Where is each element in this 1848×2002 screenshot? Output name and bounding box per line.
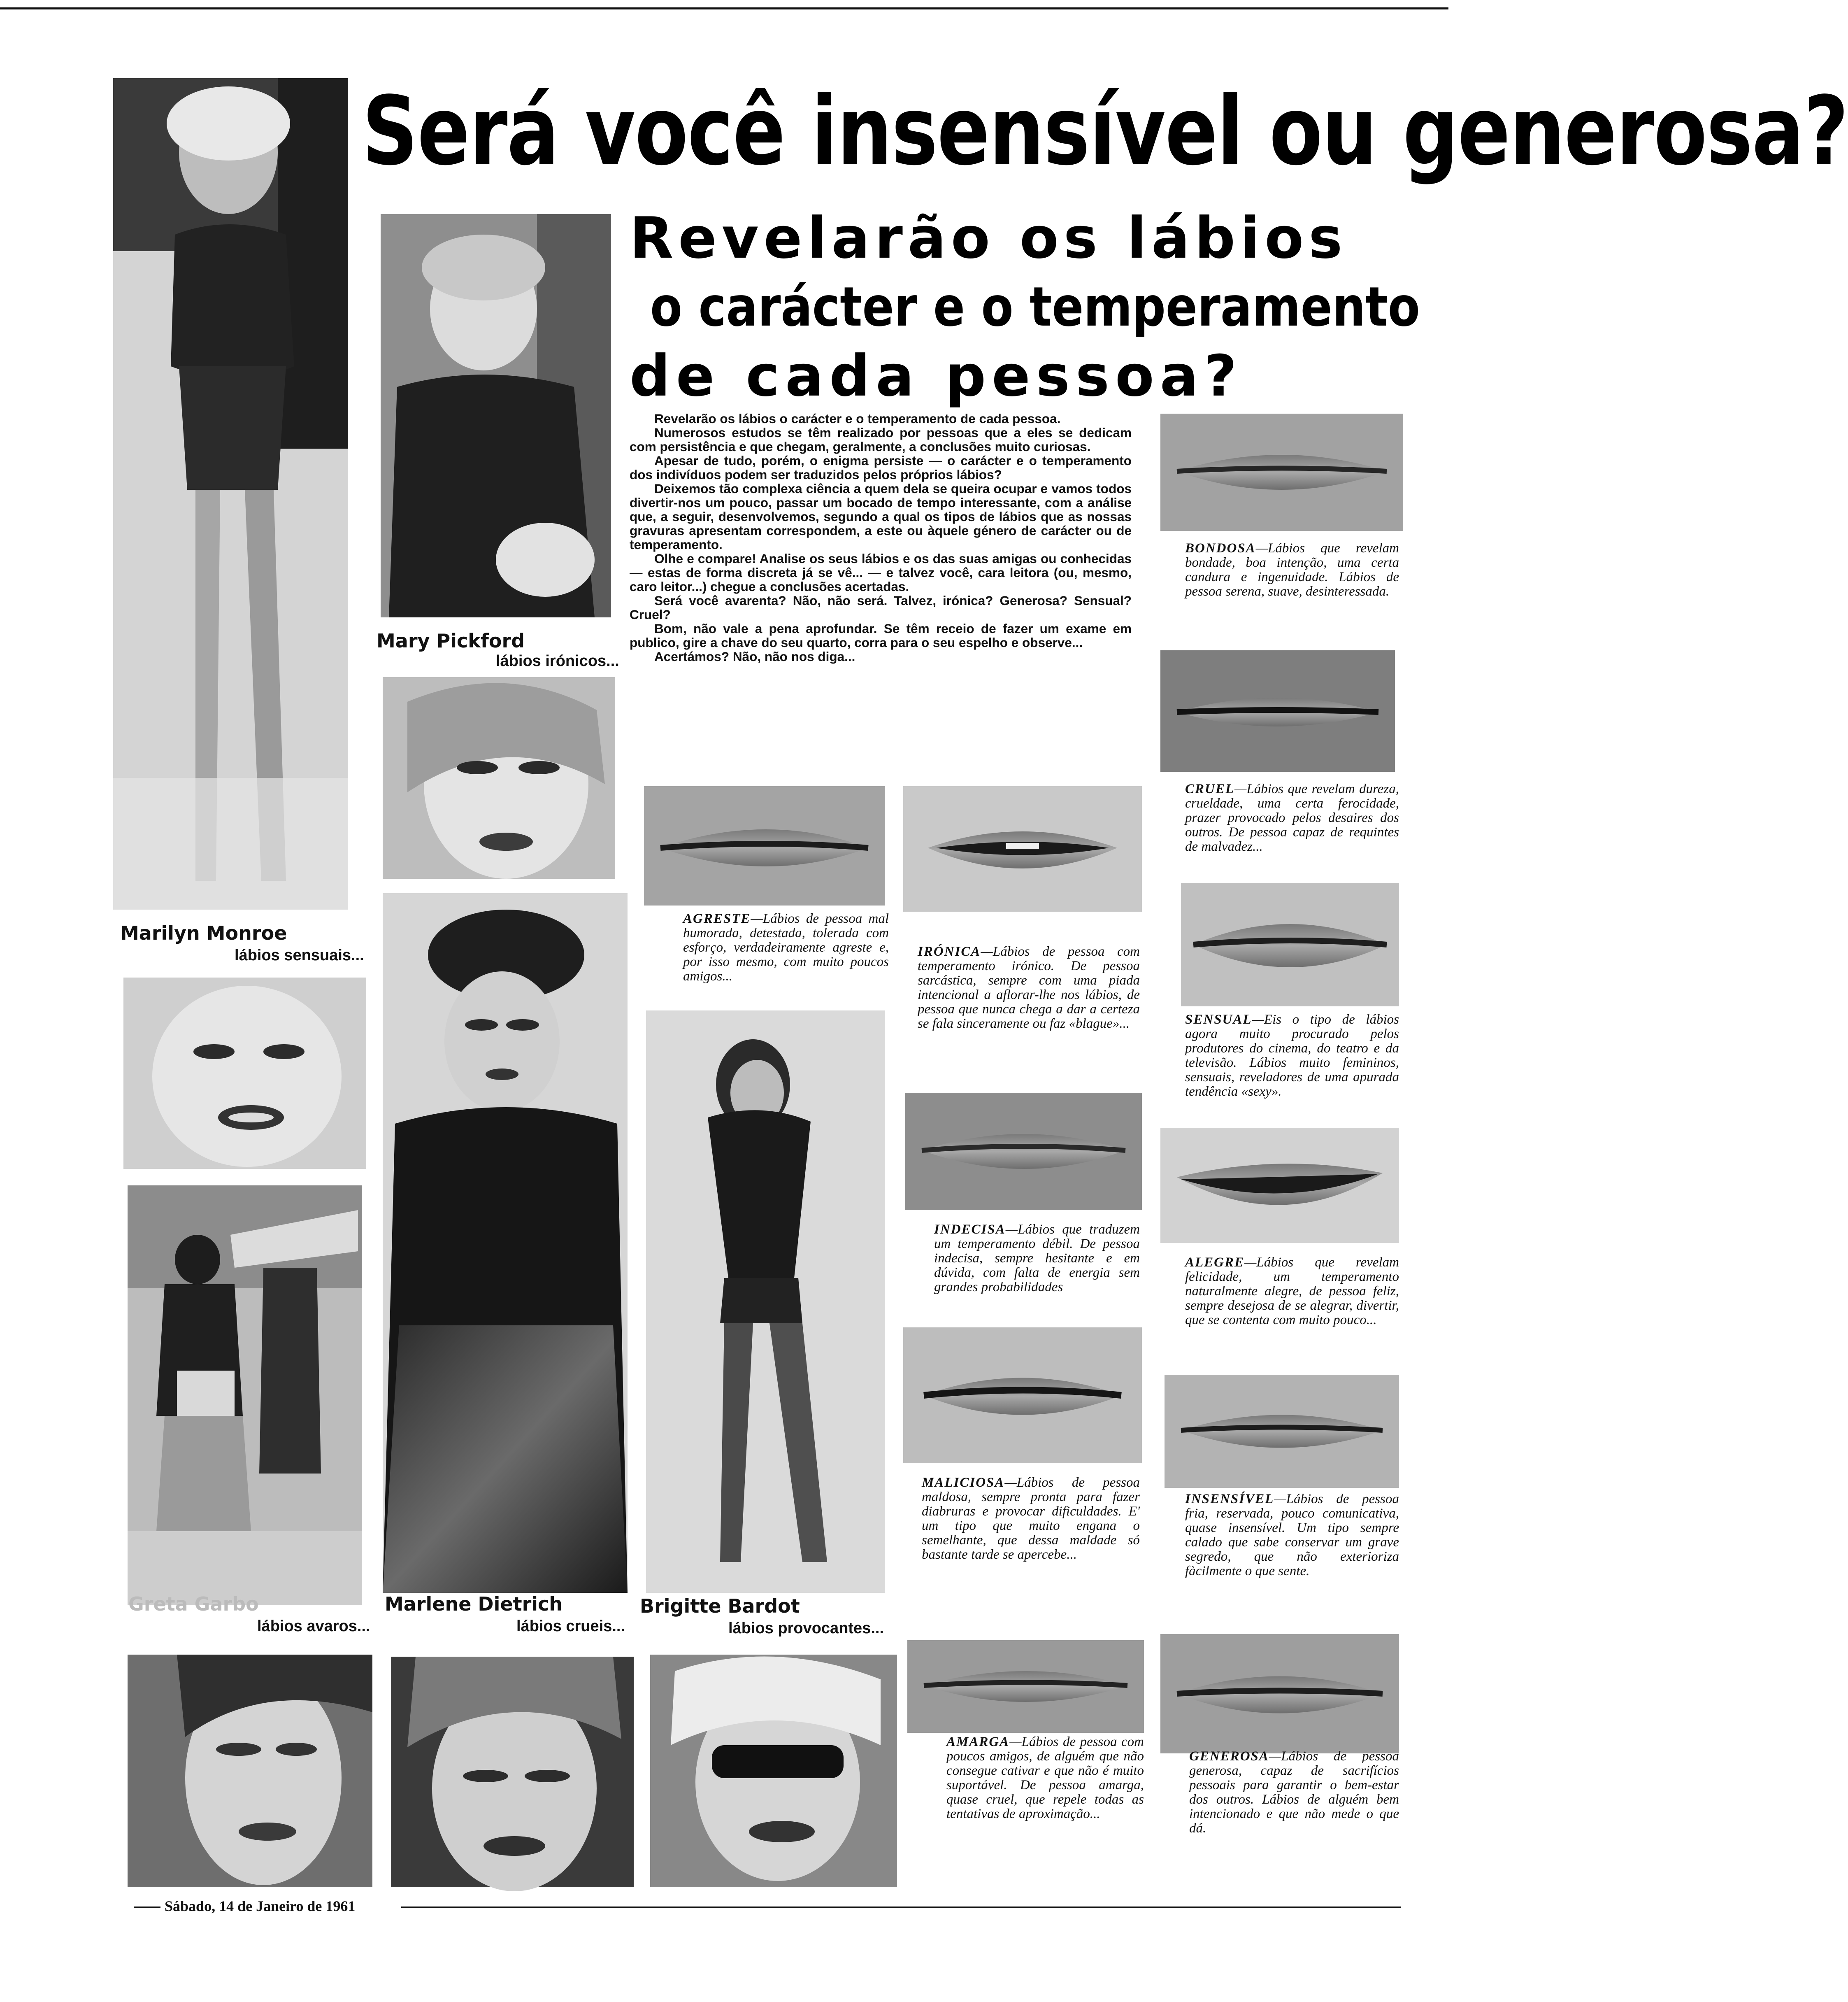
lips-sensual-photo xyxy=(1181,883,1399,1006)
lip-description: Lábios de pessoa maldosa, sempre pronta para fazer diabruras e provocar dificuldades. E' um tipo que muito engana o semelhante, que dessa maldade só bastante tarde se apercebe... xyxy=(922,1475,1140,1562)
intro-paragraph: Deixemos tão complexa ciência a quem dela se queira ocupar e vamos todos divertir-nos um pouco, passar um bocado de tempo interessante, com a análise que, a seguir, desenvolvemos, segundo a qual os tipos de lábios que as nossas gravuras apresentam correspondem, a este ou àquele género de carácter ou de temperamento. xyxy=(630,481,1132,552)
caption-bondosa: BONDOSA—Lábios que revelam bondade, boa intenção, uma certa candura e ingenuidade. Lábios de pessoa serena, suave, desinteressada. xyxy=(1185,541,1399,599)
lip-description: Lábios que revelam dureza, crueldade, uma certa ferocidade, prazer provocado pelos desaires dos outros. De pessoa capaz de requintes de malvadez... xyxy=(1185,782,1399,854)
caption-name-mary: Mary Pickford xyxy=(377,630,525,652)
lip-label: INDECISA xyxy=(934,1222,1006,1237)
caption-tag-greta: lábios avaros... xyxy=(257,1618,370,1635)
caption-name-greta: Greta Garbo xyxy=(128,1593,259,1615)
greta-garbo-airport-photo xyxy=(128,1185,362,1605)
marlene-dietrich-face-photo xyxy=(391,1657,634,1887)
lip-description: Lábios de pessoa com poucos amigos, de alguém que não consegue cativar e que não é muito suportável. De pessoa amarga, quase cruel, que repele todas as tentativas de aproximação... xyxy=(946,1734,1144,1821)
lip-description: Lábios que revelam bondade, boa intenção, uma certa candura e ingenuidade. Lábios de pessoa serena, suave, desinteressada. xyxy=(1185,541,1399,599)
lip-label: AMARGA xyxy=(946,1734,1010,1749)
intro-paragraph: Revelarão os lábios o carácter e o temperamento de cada pessoa. xyxy=(654,411,1061,426)
lips-agreste-photo xyxy=(644,786,885,906)
caption-amarga: AMARGA—Lábios de pessoa com poucos amigos, de alguém que não consegue cativar e que não é muito suportável. De pessoa amarga, quase cruel, que repele todas as tentativas de aproximação... xyxy=(946,1734,1144,1821)
intro-paragraph: Numerosos estudos se têm realizado por pessoas que a eles se dedicam com persistência e que chegam, geralmente, a conclusões muito curiosas. xyxy=(630,425,1132,454)
lips-indecisa-photo xyxy=(905,1093,1142,1210)
lips-insensivel-photo xyxy=(1165,1375,1399,1488)
caption-name-marlene: Marlene Dietrich xyxy=(385,1593,563,1615)
intro-paragraph: Olhe e compare! Analise os seus lábios e os das suas amigas ou conhecidas — estas de forma discreta já se vê... — e talvez você, cara leitora (ou, mesmo, caro leitor...) chegue a conclusões acertadas. xyxy=(630,551,1132,594)
lips-amarga-photo xyxy=(907,1640,1144,1733)
footer-date: Sábado, 14 de Janeiro de 1961 xyxy=(165,1898,356,1914)
caption-generosa: GENEROSA—Lábios de pessoa generosa, capaz de sacrifícios pessoais para garantir o bem-estar dos outros. Lábios de alguém bem intencionado e que não mede o que dá. xyxy=(1189,1749,1399,1836)
footer-rule-right xyxy=(401,1907,1401,1908)
lip-label: BONDOSA xyxy=(1185,541,1256,556)
subheadline-line-3: de cada pessoa? xyxy=(630,343,1243,409)
lips-alegre-photo xyxy=(1160,1128,1399,1243)
caption-name-brigitte: Brigitte Bardot xyxy=(640,1595,800,1617)
caption-maliciosa: MALICIOSA—Lábios de pessoa maldosa, sempre pronta para fazer diabruras e provocar dificuldades. E' um tipo que muito engana o semelhante, que dessa maldade só bastante tarde se apercebe... xyxy=(922,1475,1140,1562)
caption-tag-marilyn: lábios sensuais... xyxy=(235,947,364,964)
marlene-dietrich-photo xyxy=(383,893,628,1593)
lip-description: Lábios de pessoa generosa, capaz de sacrifícios pessoais para garantir o bem-estar dos outros. Lábios de alguém bem intencionado e que não mede o que dá. xyxy=(1189,1749,1399,1836)
lip-label: ALEGRE xyxy=(1185,1255,1245,1270)
intro-paragraph: Bom, não vale a pena aprofundar. Se têm receio de fazer um exame em publico, gire a chave do seu quarto, corra para o seu espelho e observe... xyxy=(630,621,1132,650)
lips-ironica-photo xyxy=(903,786,1142,912)
lip-label: GENEROSA xyxy=(1189,1749,1269,1764)
caption-sensual: SENSUAL—Eis o tipo de lábios agora muito procurado pelos produtores do cinema, do teatro e da televisão. Lábios muito femininos, sensuais, reveladores de uma apurada tendência «sexy». xyxy=(1185,1012,1399,1099)
greta-garbo-face-photo xyxy=(128,1655,372,1887)
caption-tag-brigitte: lábios provocantes... xyxy=(728,1620,884,1637)
footer-rule-left xyxy=(134,1907,160,1908)
lip-label: MALICIOSA xyxy=(922,1475,1005,1490)
lip-label: INSENSÍVEL xyxy=(1185,1492,1274,1506)
marilyn-monroe-face-photo xyxy=(123,978,366,1169)
caption-tag-mary: lábios irónicos... xyxy=(496,652,619,670)
caption-agreste: AGRESTE—Lábios de pessoa mal humorada, detestada, tolerada com esforço, verdadeiramente agreste e, por isso mesmo, com muito poucos amigos... xyxy=(683,911,889,984)
lip-description: Lábios de pessoa fria, reservada, pouco comunicativa, quase insensível. Um tipo sempre calado que sabe conservar um grave segredo, que não exterioriza fàcilmente o que sente. xyxy=(1185,1492,1399,1578)
subheadline-line-1: Revelarão os lábios xyxy=(630,205,1348,271)
intro-paragraph: Apesar de tudo, porém, o enigma persiste — o carácter e o temperamento dos indivíduos podem ser traduzidos pelos próprios lábios? xyxy=(630,453,1132,482)
lip-description: Lábios de pessoa com temperamento irónico. De pessoa sarcástica, sempre com uma piada intencional a aflorar-lhe nos lábios, de pessoa que nunca chega a dar a certeza se fala sinceramente ou faz «blague»... xyxy=(918,944,1140,1031)
top-rule xyxy=(0,7,1448,9)
marilyn-monroe-fullbody-photo xyxy=(113,78,348,910)
lips-maliciosa-photo xyxy=(903,1327,1142,1463)
intro-text xyxy=(630,412,1132,663)
caption-alegre: ALEGRE—Lábios que revelam felicidade, um temperamento naturalmente alegre, de pessoa feliz, sempre desejosa de se alegrar, divertir, que se contenta com muito pouco... xyxy=(1185,1255,1399,1327)
lips-generosa-photo xyxy=(1160,1634,1399,1753)
lip-description: Lábios de pessoa mal humorada, detestada, tolerada com esforço, verdadeiramente agreste e, por isso mesmo, com muito poucos amigos... xyxy=(683,911,889,984)
lip-description: Eis o tipo de lábios agora muito procurado pelos produtores do cinema, do teatro e da televisão. Lábios muito femininos, sensuais, reveladores de uma apurada tendência «sexy». xyxy=(1185,1012,1399,1099)
lip-description: Lábios que revelam felicidade, um temperamento naturalmente alegre, de pessoa feliz, sempre desejosa de se alegrar, divertir, que se contenta com muito pouco... xyxy=(1185,1255,1399,1327)
lip-label: AGRESTE xyxy=(683,911,751,926)
intro-paragraph: Acertámos? Não, não nos diga... xyxy=(654,649,855,664)
lip-description: Lábios que traduzem um temperamento débil. De pessoa indecisa, sempre hesitante e em dúvida, com falta de energia sem grandes probabilidades xyxy=(934,1222,1140,1294)
lips-bondosa-photo xyxy=(1160,414,1403,531)
caption-name-marilyn: Marilyn Monroe xyxy=(120,922,287,944)
caption-ironica: IRÓNICA—Lábios de pessoa com temperamento irónico. De pessoa sarcástica, sempre com uma piada intencional a aflorar-lhe nos lábios, de pessoa que nunca chega a dar a certeza se fala sinceramente ou faz «blague»... xyxy=(918,944,1140,1031)
headline: Será você insensível ou generosa? xyxy=(362,77,1848,186)
lip-label: SENSUAL xyxy=(1185,1012,1252,1027)
intro-paragraph: Será você avarenta? Não, não será. Talvez, irónica? Generosa? Sensual? Cruel? xyxy=(630,593,1132,622)
caption-indecisa: INDECISA—Lábios que traduzem um temperamento débil. De pessoa indecisa, sempre hesitante e em dúvida, com falta de energia sem grandes probabilidades xyxy=(934,1222,1140,1294)
mary-pickford-face-photo xyxy=(383,677,615,879)
caption-tag-marlene: lábios crueis... xyxy=(516,1618,625,1635)
lip-label: CRUEL xyxy=(1185,782,1235,796)
caption-insensivel: INSENSÍVEL—Lábios de pessoa fria, reservada, pouco comunicativa, quase insensível. Um tipo sempre calado que sabe conservar um grave segredo, que não exterioriza fàcilmente o que sente. xyxy=(1185,1492,1399,1578)
lips-cruel-photo xyxy=(1160,650,1395,772)
brigitte-bardot-face-photo xyxy=(650,1655,897,1887)
brigitte-bardot-photo xyxy=(646,1010,885,1593)
mary-pickford-photo xyxy=(381,214,611,617)
lip-label: IRÓNICA xyxy=(918,944,981,959)
subheadline-line-2: o carácter e o temperamento xyxy=(650,275,1420,339)
caption-cruel: CRUEL—Lábios que revelam dureza, crueldade, uma certa ferocidade, prazer provocado pelos desaires dos outros. De pessoa capaz de requintes de malvadez... xyxy=(1185,782,1399,854)
